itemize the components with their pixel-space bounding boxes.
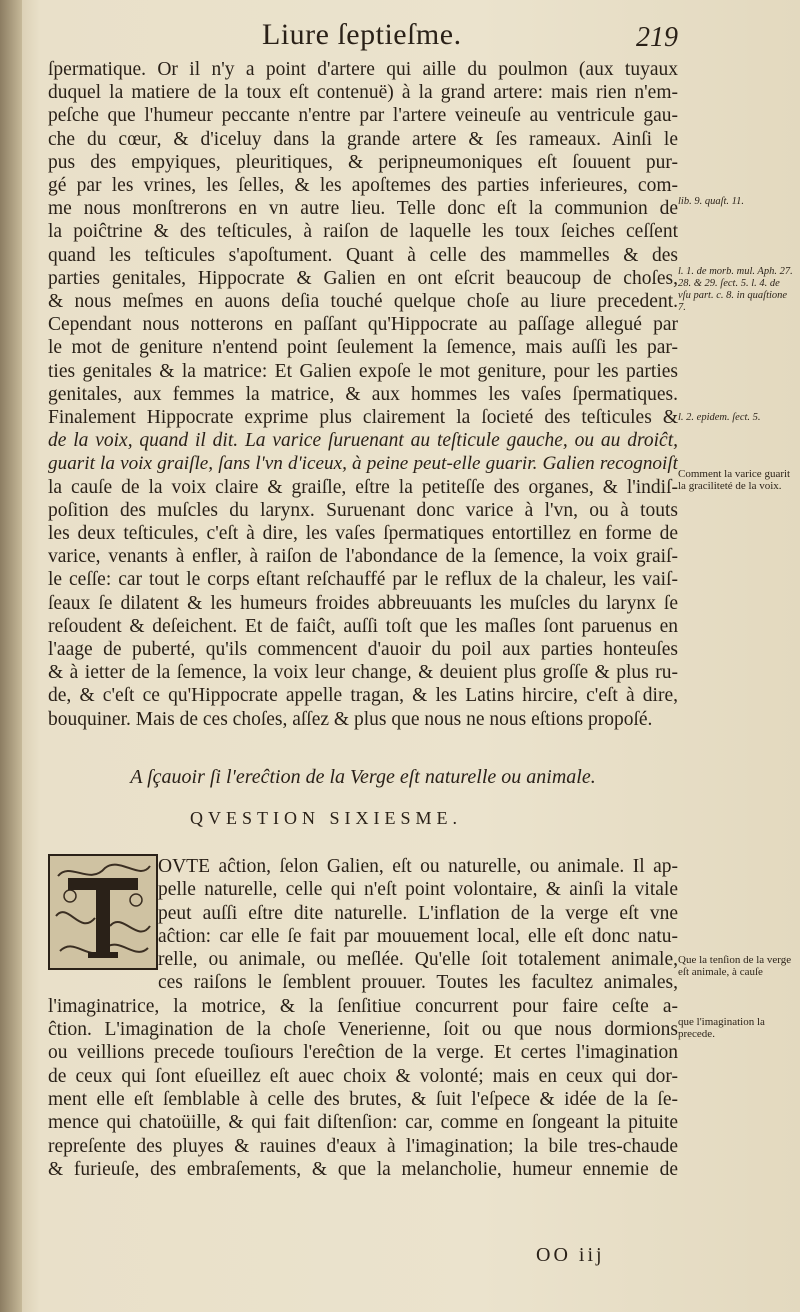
- question-title: QVESTION SIXIESME.: [190, 808, 462, 828]
- text-line: peſche que l'humeur peccante n'entre par l'artere veineuſe au ventricule gau-: [48, 105, 678, 127]
- margin-note: que l'imagination la precede.: [678, 1016, 765, 1040]
- text-line: ment elle eſt ſemblable à celle des brutes, & ſuit l'eſpece & idée de la ſe-: [48, 1088, 678, 1110]
- running-head: [0, 18, 800, 58]
- text-line: guarit la voix graiſle, ſans l'vn d'iceux, à peine peut-elle guarir. Galien recognoiſt: [48, 453, 678, 475]
- text-line: la poiĉtrine & des teſticules, à raiſon de laquelle les toux ſeiches ceſſent: [48, 221, 678, 243]
- margin-note: l. 1. de morb. mul. Aph. 27. 28. & 29. ſect. 5. l. 4. de vſu part. c. 8. in quaſtione 7.: [678, 266, 793, 313]
- text-line: pelle naturelle, celle qui n'eſt point volontaire, & ainſi la vitale: [158, 879, 678, 901]
- text-line: OVTE aĉtion, ſelon Galien, eſt ou naturelle, ou animale. Il ap-: [158, 856, 678, 877]
- text-line: le mot de geniture n'entend point ſeulement la ſemence, mais auſſi les par-: [48, 337, 678, 359]
- text-line: ties genitales & la matrice: Et Galien expoſe le mot geniture, pour les parties: [48, 360, 678, 382]
- margin-note: l. 2. epidem. ſect. 5.: [678, 412, 761, 423]
- page-gutter: [0, 0, 22, 1312]
- margin-note: Comment la varice guarit la graciliteté de la voix.: [678, 468, 791, 492]
- text-line: reſoudent & deſeichent. Et de faiĉt, auſſi toſt que les maſles ſont paruenus en: [48, 615, 678, 637]
- text-line: gé par les vrines, les ſelles, & les apoſtemes des parties inferieures, com-: [48, 175, 678, 197]
- running-title: Liure ſeptieſme.: [262, 18, 462, 51]
- text-line: parties genitales, Hippocrate & Galien en ont eſcrit beaucoup de choſes,: [48, 267, 678, 289]
- text-line: che du cœur, & d'iceluy dans la grande artere & ſes rameaux. Ainſi le: [48, 128, 678, 150]
- text-line: relle, ou animale, ou meſlée. Qu'elle ſoit totalement animale,: [158, 949, 678, 971]
- text-line: l'imaginatrice, la motrice, & la ſenſitiue concurrent pour faire ceſte a-: [48, 995, 678, 1017]
- text-line: la cauſe de la voix claire & graiſle, eſtre la petiteſſe des organes, & l'indiſ-: [48, 476, 678, 498]
- text-line: genitales, aux femmes la matrice, & aux hommes les vaſes ſpermatiques.: [48, 383, 678, 405]
- text-line: duquel la matiere de la toux eſt contenuë) à la grand artere: mais rien n'em-: [48, 82, 678, 104]
- paragraph-two: [48, 855, 678, 1181]
- text-line: repreſente des pluyes & rauines d'eaux à l'imagination; la bile tres-chaude: [48, 1135, 678, 1157]
- paragraph-one: [48, 58, 678, 731]
- text-line: mence qui chatoüille, & qui fait diſtenſion: car, comme en ſongeant la pituite: [48, 1112, 678, 1134]
- text-line: poſition des muſcles du larynx. Suruenant donc varice à l'vn, ou à touts: [48, 499, 678, 521]
- text-line: peut auſſi eſtre dite naturelle. L'inflation de la verge eſt vne: [158, 902, 678, 924]
- text-line: varice, venants à enfler, à raiſon de l'abondance de la ſemence, la voix graiſ-: [48, 546, 678, 568]
- text-line: ſpermatique. Or il n'y a point d'artere qui aille du poulmon (aux tuyaux: [48, 59, 678, 80]
- section-title: A ſçauoir ſi l'ereĉtion de la Verge eſt naturelle ou animale.: [130, 766, 596, 788]
- text-line: le ceſſe: car tout le corps eſtant reſchauffé par le reflux de la chaleur, les vaiſ-: [48, 569, 678, 591]
- text-line: ĉtion. L'imagination de la choſe Venerienne, ſoit ou que nous dormions: [48, 1019, 678, 1041]
- text-line: & furieuſe, des embraſements, & que la melancholie, humeur ennemie de: [48, 1158, 678, 1180]
- text-line: Finalement Hippocrate exprime plus clairement la ſocieté des teſticules &: [48, 407, 678, 429]
- margin-note: lib. 9. quaſt. 11.: [678, 196, 745, 207]
- page-number: 219: [636, 22, 678, 53]
- text-line: & à ietter de la ſemence, la voix leur change, & deuient plus groſſe & plus ru-: [48, 662, 678, 684]
- text-line: bouquiner. Mais de ces choſes, aſſez & plus que nous ne nous eſtions propoſé.: [48, 708, 653, 730]
- text-line: me nous monſtrerons en vn autre lieu. Telle donc eſt la communion de: [48, 198, 678, 220]
- signature-mark: OO iij: [536, 1244, 605, 1266]
- text-line: de la voix, quand il dit. La varice ſuruenant au teſticule gauche, ou au droiĉt,: [48, 430, 678, 452]
- text-line: aĉtion: car elle ſe fait par mouuement local, elle eſt donc natu-: [158, 925, 678, 947]
- text-line: ſeaux ſe dilatent & les humeurs froides abbreuuants les muſcles du larynx ſe: [48, 592, 678, 614]
- text-line: pus des empyiques, pleuritiques, & peripneumoniques eſt ſouuent pur-: [48, 151, 678, 173]
- text-line: & nous meſmes en auons deſia touché quelque choſe au liure precedent.: [48, 291, 678, 313]
- text-line: de, & c'eſt ce qu'Hippocrate appelle tragan, & les Latins hircire, c'eſt à dire,: [48, 685, 678, 707]
- text-line: ces raiſons le ſemblent prouuer. Toutes les facultez animales,: [158, 972, 678, 994]
- text-line: quand les teſticules s'apoſtument. Quant à celle des mammelles & des: [48, 244, 678, 266]
- text-line: ou veillions precede touſiours l'ereĉtion de la verge. Et certes l'imagination: [48, 1042, 678, 1064]
- text-line: les deux teſticules, c'eſt à dire, les vaſes ſpermatiques entortillez en forme de: [48, 523, 678, 545]
- text-line: l'aage de puberté, qu'ils commencent d'auoir du poil aux parties honteuſes: [48, 639, 678, 661]
- text-line: Cependant nous notterons en paſſant qu'Hippocrate au paſſage allegué par: [48, 314, 678, 336]
- margin-note: Que la tenſion de la verge eſt animale, à cauſe: [678, 954, 792, 978]
- text-line: de ceux qui ſont eſueillez eſt auec choix & volonté; mais en ceux qui dor-: [48, 1065, 678, 1087]
